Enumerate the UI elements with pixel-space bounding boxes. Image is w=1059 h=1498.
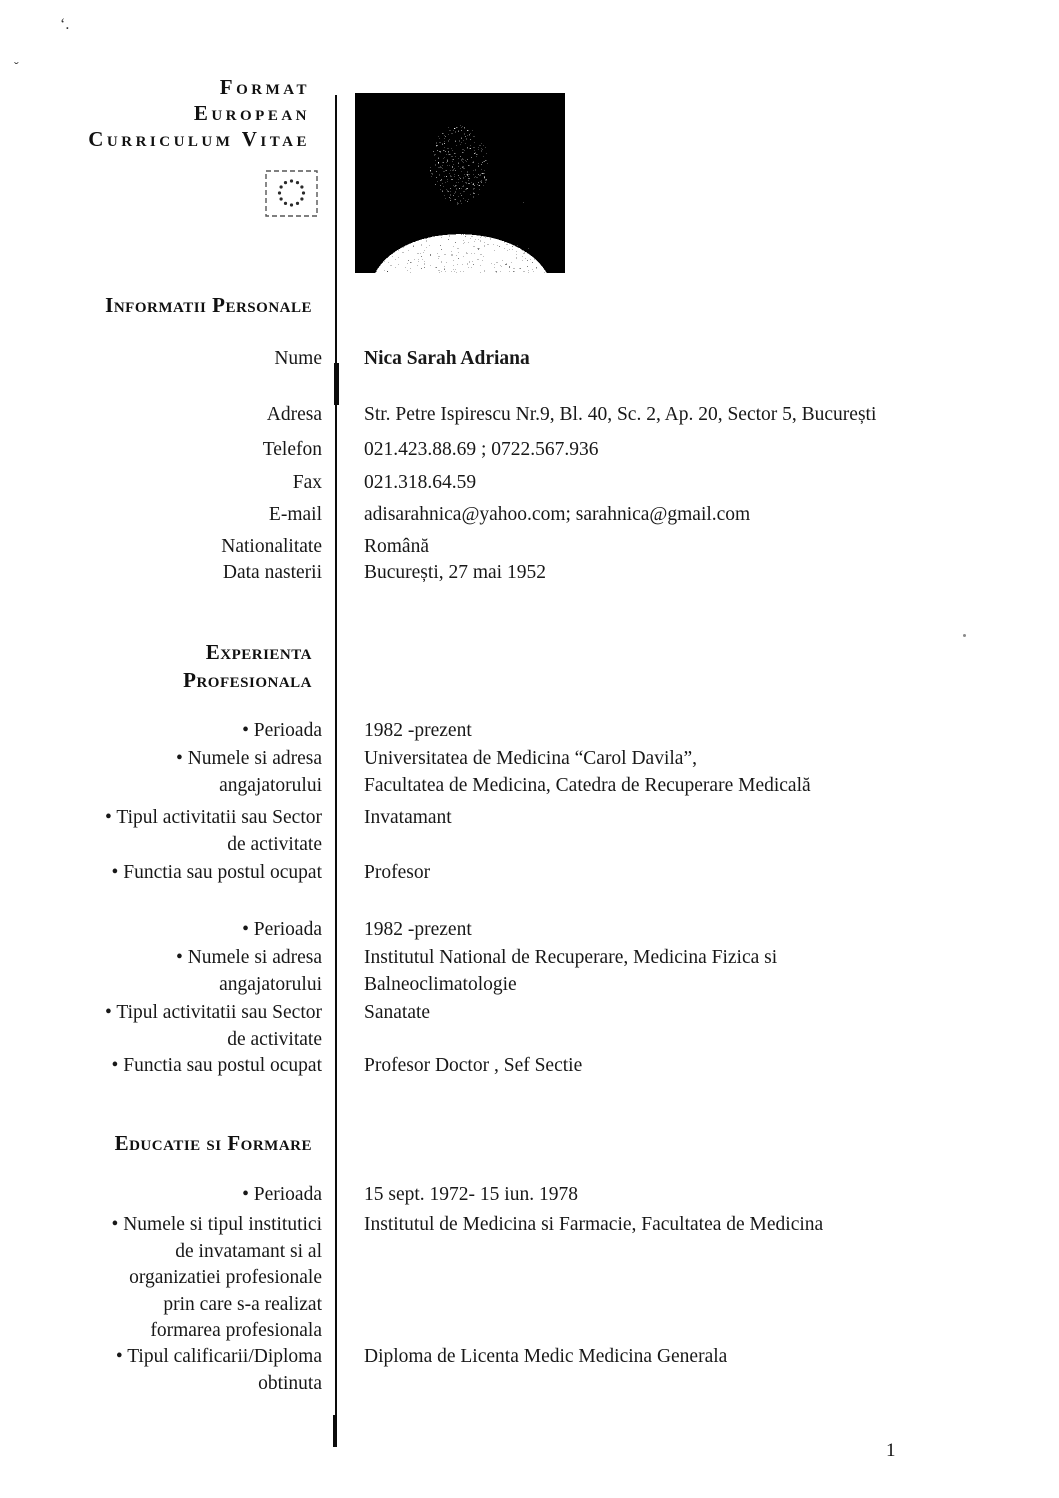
field-label: • Functia sau postul ocupat (111, 1055, 322, 1076)
field-label: Nationalitate (221, 536, 322, 557)
portrait-photo (355, 93, 565, 273)
field-value: Institutul de Medicina si Farmacie, Facultatea de Medicina (364, 1214, 824, 1235)
page-number: 1 (886, 1440, 896, 1461)
section-title-experience-line: Experienta (205, 640, 312, 664)
section-title-experience-line: Profesionala (183, 668, 312, 692)
field-label-line: • Numele si adresa (176, 748, 322, 769)
field-label-line: • Tipul activitatii sau Sector (105, 1002, 322, 1023)
field-label: Telefon (262, 439, 322, 460)
field-label: • Functia sau postul ocupat (111, 862, 322, 883)
field-label-line: de invatamant si al (175, 1240, 322, 1262)
field-value: adisarahnica@yahoo.com; sarahnica@gmail.com (364, 504, 751, 525)
field-label-line: • Tipul calificarii/Diploma (115, 1346, 322, 1367)
field-row-perioada (0, 1181, 1059, 1208)
field-label: Fax (292, 472, 322, 493)
field-label: Adresa (266, 404, 322, 425)
document-title-line: European (193, 101, 310, 125)
eu-flag-icon (265, 170, 318, 222)
field-row-perioada (0, 717, 1059, 744)
field-label-line: de activitate (227, 1029, 322, 1050)
field-row-data-nasterii (0, 559, 1059, 586)
field-label-line: • Numele si adresa (176, 947, 322, 968)
document-title-line: Curriculum Vitae (88, 127, 310, 151)
section-education (0, 1129, 1059, 1157)
field-value: Sanatate (364, 1002, 431, 1023)
field-row-nationalitate (0, 533, 1059, 560)
field-row-calificare (0, 1344, 1059, 1397)
section-experience (0, 638, 1059, 694)
field-row-nume (0, 345, 1059, 372)
field-row-sector (0, 999, 1059, 1053)
section-personal-info (0, 291, 1059, 319)
field-label-line: angajatorului (219, 775, 322, 796)
field-label: Nume (274, 348, 322, 369)
field-value: 021.318.64.59 (364, 472, 477, 493)
field-row-telefon (0, 436, 1059, 463)
section-title-personal: Informatii Personale (105, 293, 312, 317)
field-value: Str. Petre Ispirescu Nr.9, Bl. 40, Sc. 2, Ap. 20, Sector 5, București (364, 404, 877, 425)
field-value: Profesor Doctor , Sef Sectie (364, 1055, 583, 1076)
scan-artifact: ʻ. (60, 16, 70, 33)
field-row-functie (0, 859, 1059, 886)
field-label-line: obtinuta (258, 1372, 322, 1394)
field-value: Nica Sarah Adriana (364, 348, 530, 369)
field-value: București, 27 mai 1952 (364, 562, 546, 583)
field-label: E-mail (268, 504, 322, 525)
field-value: Diploma de Licenta Medic Medicina Generala (364, 1346, 728, 1367)
field-row-perioada (0, 916, 1059, 943)
field-row-functie (0, 1052, 1059, 1079)
field-label-line: angajatorului (219, 974, 322, 995)
field-row-institutie (0, 1212, 1059, 1345)
field-value-line: Facultatea de Medicina, Catedra de Recuperare Medicală (364, 775, 811, 796)
field-label-line: • Numele si tipul institutici (111, 1214, 322, 1235)
field-value: 021.423.88.69 ; 0722.567.936 (364, 439, 599, 460)
field-row-email (0, 501, 1059, 528)
field-row-angajator (0, 944, 1059, 998)
field-row-fax (0, 469, 1059, 496)
document-title (0, 74, 336, 152)
document-title-line: Format (219, 75, 310, 99)
field-label-line: de activitate (227, 834, 322, 855)
field-value-line: Universitatea de Medicina “Carol Davila”, (364, 748, 697, 769)
field-value: Invatamant (364, 807, 452, 828)
field-value: 15 sept. 1972- 15 iun. 1978 (364, 1184, 578, 1205)
field-label-line: formarea profesionala (150, 1320, 322, 1341)
field-value-line: Institutul National de Recuperare, Medicina Fizica si (364, 947, 778, 968)
field-label-line: organizatiei profesionale (129, 1267, 322, 1288)
field-label: • Perioada (242, 1184, 322, 1205)
field-value: 1982 -prezent (364, 919, 472, 940)
field-row-sector (0, 804, 1059, 858)
field-label: • Perioada (242, 919, 322, 940)
field-label-line: prin care s-a realizat (163, 1293, 322, 1315)
field-row-angajator (0, 745, 1059, 799)
field-value: Română (364, 536, 429, 557)
scan-artifact: ˬ (14, 50, 19, 65)
scan-artifact (333, 1415, 337, 1447)
field-label-line: • Tipul activitatii sau Sector (105, 807, 322, 828)
field-value: Profesor (364, 862, 431, 883)
field-label: Data nasterii (222, 562, 322, 583)
field-row-adresa (0, 401, 1059, 428)
field-value-line: Balneoclimatologie (364, 974, 517, 995)
scan-artifact (963, 634, 966, 637)
section-title-education: Educatie si Formare (114, 1131, 312, 1155)
field-value: 1982 -prezent (364, 720, 472, 741)
field-label: • Perioada (242, 720, 322, 741)
